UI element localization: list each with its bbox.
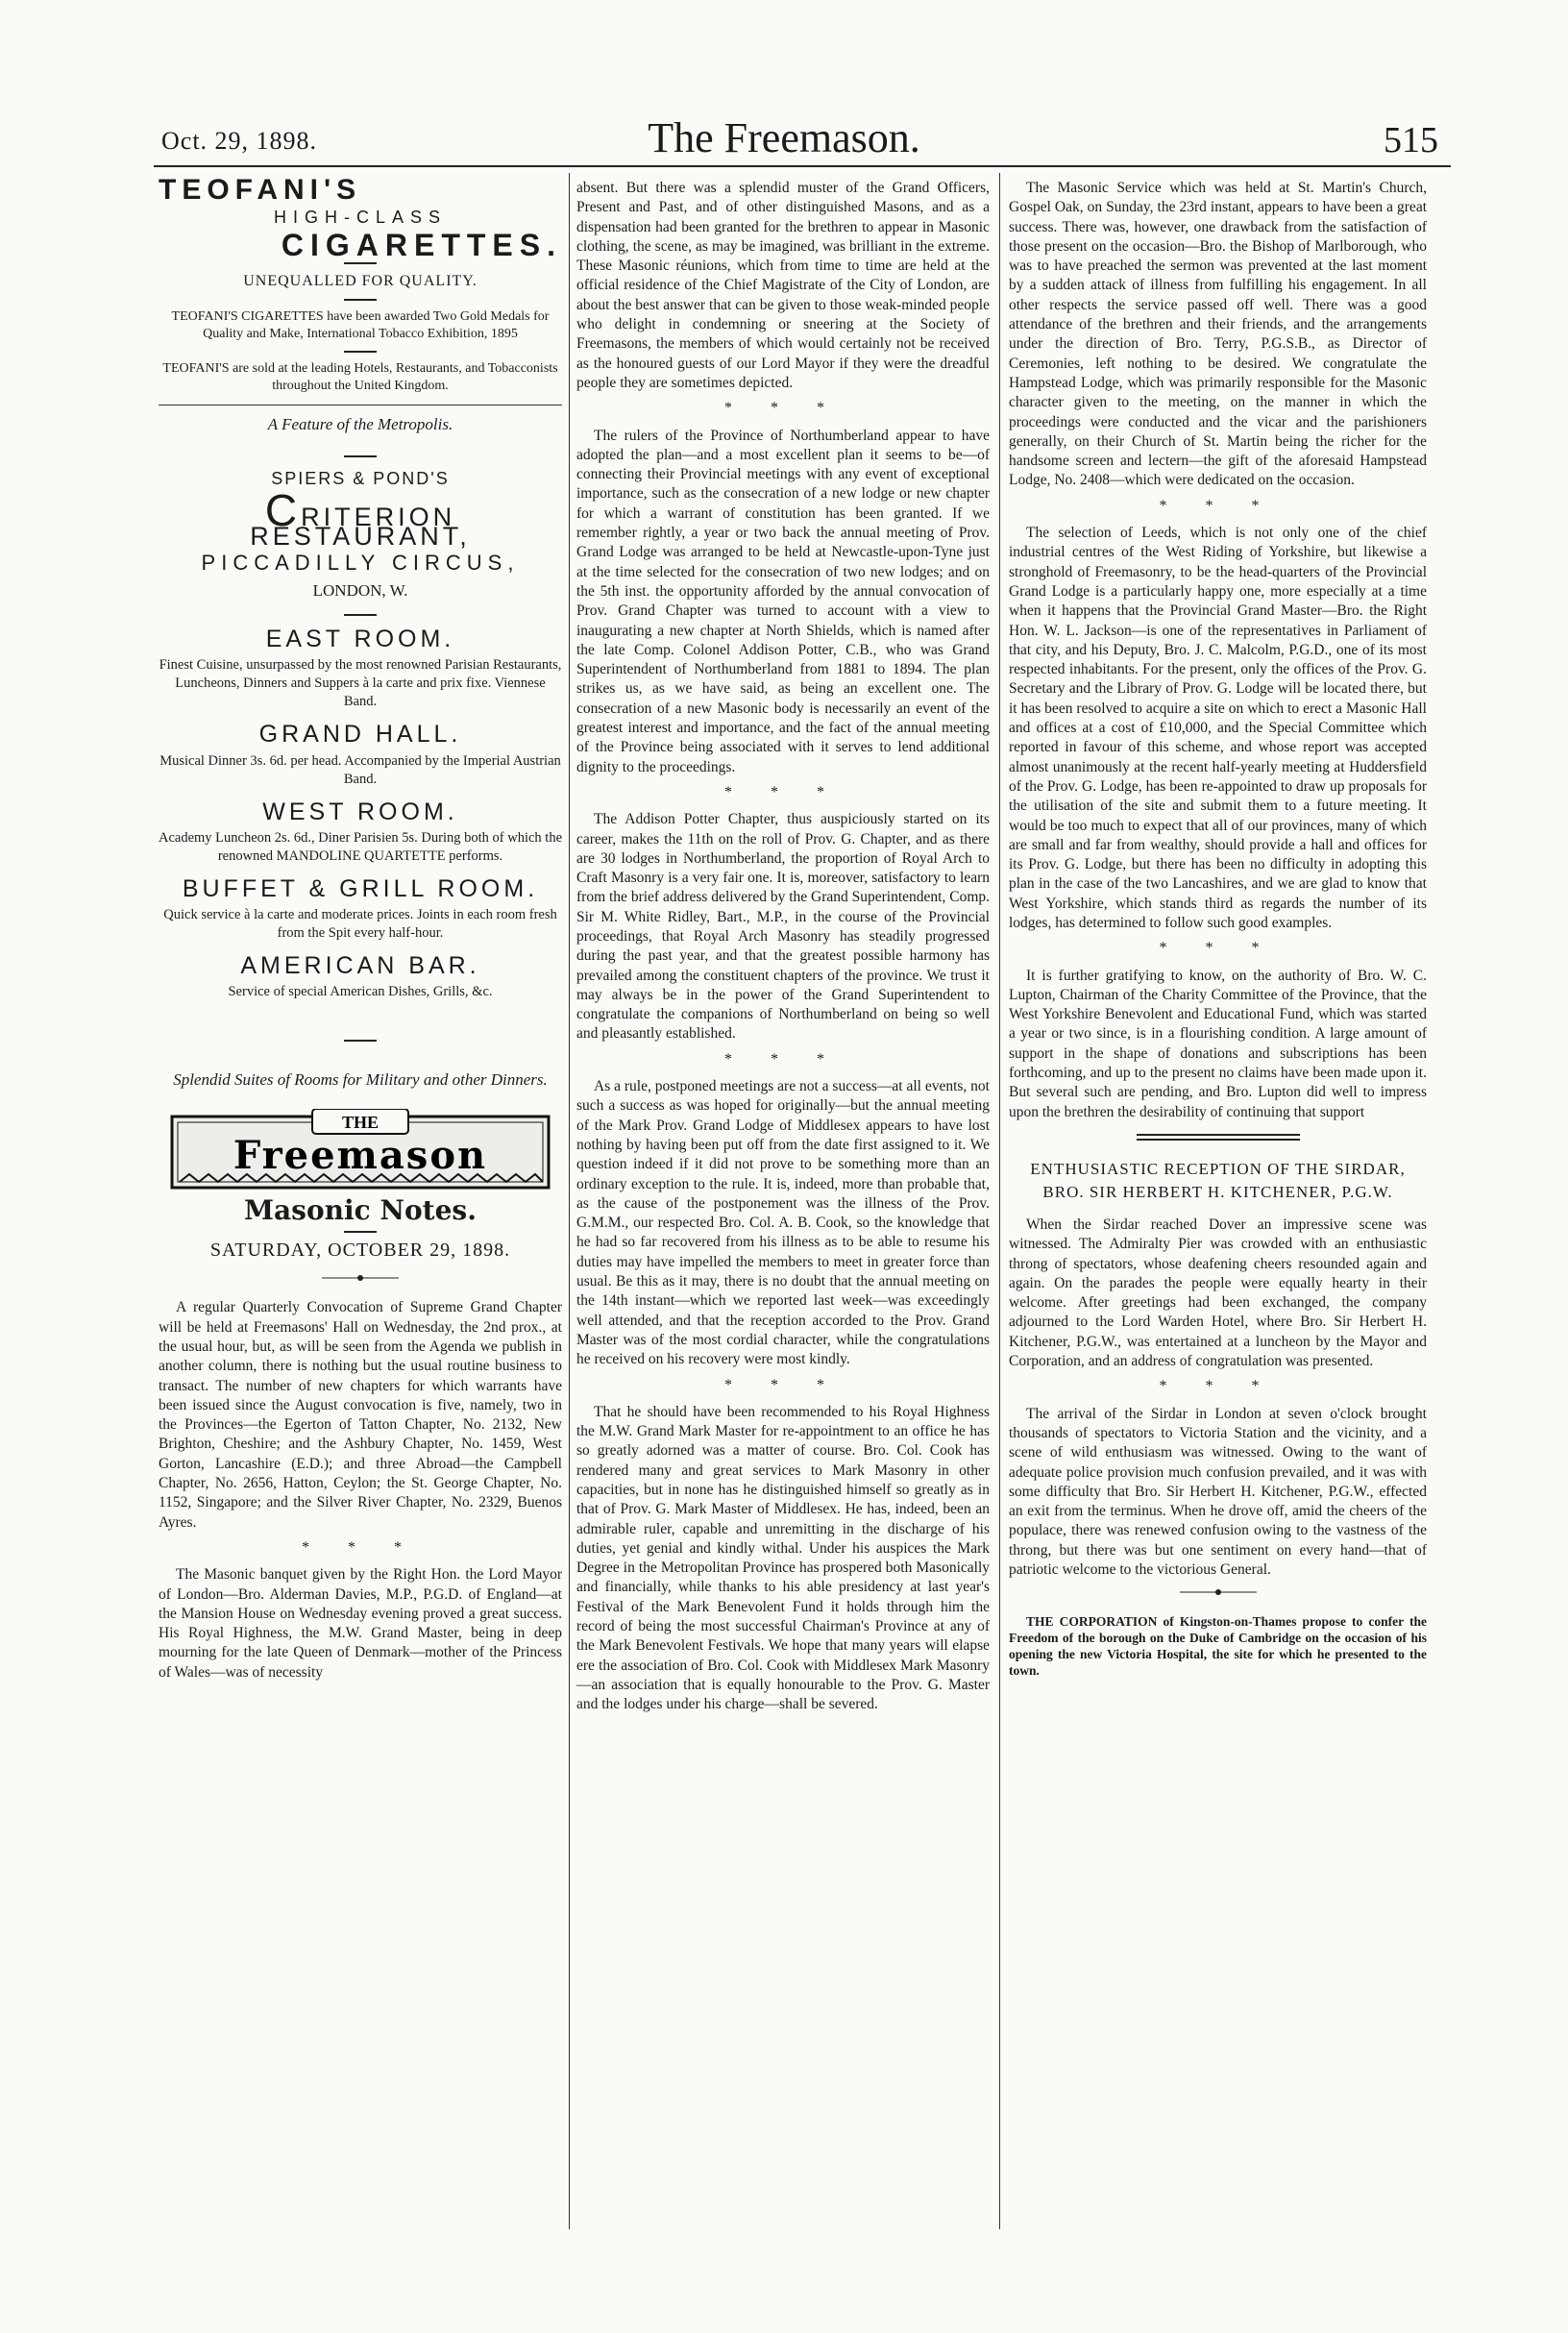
ornament-rule xyxy=(1180,1587,1257,1597)
page-number: 515 xyxy=(1384,120,1438,160)
banner-the: THE xyxy=(341,1113,380,1133)
criterion-name xyxy=(159,484,562,552)
section-date: SATURDAY, OCTOBER 29, 1898. xyxy=(209,1239,511,1261)
room-description: Service of special American Dishes, Grills, &c. xyxy=(228,984,493,1000)
ornament xyxy=(1009,1584,1427,1603)
room-title: WEST ROOM. xyxy=(262,798,458,825)
ornament xyxy=(159,1269,562,1289)
criterion-city: LONDON, W. xyxy=(312,580,408,600)
section-stars: * * * xyxy=(302,1538,419,1556)
section-stars: * * * xyxy=(724,1050,842,1068)
column-1 xyxy=(159,174,563,1686)
section-stars: * * * xyxy=(1159,497,1277,514)
article-paragraph: The rulers of the Province of Northumberland appear to have adopted the plan—and a most excellent plan it seems to be—of connecting their Provincial meetings with any event of exceptional importance, such as the consecration of a new lodge or new chapter for which a warrant of constitution has been granted. If we remember rightly, a year or two back the annual meeting of Prov. Grand Lodge was arranged to be held at Newcastle-upon-Tyne just at the time selected for the consecration of two new lodges; and on the 5th inst. the opportunity afforded by the annual convocation of Prov. Grand Chapter was turned to account with a view to inaugurating a new chapter at North Shields, which is named after the late Comp. Colonel Addison Potter, C.B., who was Grand Superintendent of Northumberland from 1881 to 1894. The plan strikes us, as we have said, as being an excellent one. The consecration of a new Masonic body is necessarily an event of the greatest interest and importance, and the fact of the annual meeting of the Province being associated with it serves to lend additional dignity to the proceedings. xyxy=(576,427,990,775)
section-stars: * * * xyxy=(724,1376,842,1393)
criterion-feature: A Feature of the Metropolis. xyxy=(267,415,453,434)
kingston-note: THE CORPORATION of Kingston-on-Thames propose to confer the Freedom of the borough on the Duke of Cambridge on the occasion of his opening the new Victoria Hospital, the site for which he presented to the town. xyxy=(1009,1613,1427,1678)
criterion-initial: C xyxy=(264,484,302,535)
section-stars: * * * xyxy=(724,783,842,800)
double-rule xyxy=(1137,1134,1300,1141)
issue-date: Oct. 29, 1898. xyxy=(161,127,318,155)
article-paragraph: It is further gratifying to know, on the authority of Bro. W. C. Lupton, Chairman of the Charity Committee of the Province, that the West Yorkshire Benevolent and Educational Fund, which was started a year or two since, is in a flourishing condition. A large amount of support in the shape of donations and subscriptions has been forthcoming, and up to the present no claims have been made upon it. But several such are pending, and Bro. Lupton did well to impress upon the brethren the desirability of continuing that support xyxy=(1009,967,1427,1120)
teofani-high-class: HIGH-CLASS xyxy=(273,208,448,228)
room-title: GRAND HALL. xyxy=(258,721,462,749)
divider xyxy=(344,262,377,264)
divider xyxy=(344,455,377,457)
section-title: Masonic Notes. xyxy=(244,1194,477,1227)
column-3 xyxy=(1009,179,1427,1682)
criterion-location: PICCADILLY CIRCUS, xyxy=(201,551,520,576)
teofani-brand: TEOFANI'S xyxy=(159,174,362,206)
section-stars: * * * xyxy=(1159,1378,1277,1395)
banner-freemason: Freemason xyxy=(233,1133,488,1179)
teofani-awards: TEOFANI'S CIGARETTES have been awarded Two Gold Medals for Quality and Make, International Tobacco Exhibition, 1895 xyxy=(171,309,550,342)
article-paragraph: That he should have been recommended to his Royal Highness the M.W. Grand Mark Master for re-appointment to an office he has so greatly adorned was a matter of course. Bro. Col. Cook has rendered many and great services to Mark Masonry in other capacities, but in none has he distinguished himself so greatly as in that of Prov. G. Mark Master of Middlesex. He has, indeed, been an admirable ruler, capable and unremitting in the discharge of his duties, yet genial and kindly withal. Under his auspices the Mark Degree in the Metropolitan Province has prospered both Masonically and financially, while thanks to his able presidency at last year's Festival of the Mark Benevolent Fund it holds through him the record of being the most successful Chairman's Province at any of the Mark Benevolent Festivals. We hope that many years will elapse ere the association of Bro. Col. Cook with Middlesex Mark Masonry—an association that is equally honourable to the Prov. G. Master and the lodges under his charge—shall be severed. xyxy=(576,1403,990,1713)
article-paragraph: The Masonic banquet given by the Right Hon. the Lord Mayor of London—Bro. Alderman Davies, M.P., P.G.D. of England—at the Mansion House on Wednesday evening proved a great success. His Royal Highness, the M.W. Grand Master, being in deep mourning for the late Queen of Denmark—mother of the Princess of Wales—was of necessity xyxy=(159,1566,562,1681)
section-stars: * * * xyxy=(1159,940,1277,957)
criterion-owners: SPIERS & POND'S xyxy=(271,469,450,489)
page-header xyxy=(0,0,1568,161)
article-paragraph: A regular Quarterly Convocation of Supreme Grand Chapter will be held at Freemasons' Hall on Wednesday, the 2nd prox., at the usual hour, but, as will be seen from the Agenda we publish in another column, there is nothing but the usual routine business to transact. The number of new chapters for which warrants have been issued since the August convocation is five, namely, two in the Provinces—the Egerton of Tatton Chapter, No. 2132, New Brighton, Cheshire; and the Ashbury Chapter, No. 1459, West Gorton, Lancashire (E.D.); and three Abroad—the Campbell Chapter, No. 2656, Hatton, Ceylon; the St. George Chapter, No. 1152, Singapore; and the Silver River Chapter, No. 2329, Buenos Ayres. xyxy=(159,1299,562,1531)
criterion-advert xyxy=(159,415,562,1092)
article-paragraph: As a rule, postponed meetings are not a success—at all events, not such a success as was hoped for originally—but the annual meeting of the Mark Prov. Grand Lodge of Middlesex appears to have lost nothing by having been put off from the date first assigned to it. We question indeed if it did not prove to be something more than an ordinary exception to the rule. It is, indeed, more than probable that, as the cause of the postponement was the illness of the Prov. G.M.M., our respected Bro. Col. A. B. Cook, so the knowledge that he had so far recovered from his illness as to be able to resume his duties may have impelled the members to meet in greater force than usual. Be this as it may, there is no doubt that the annual meeting on the 14th instant—which we reported last week—was exceedingly well attended, and that the reception accorded to the Prov. Grand Master was of the most cordial character, while the congratulations he received on his recovery were most kindly. xyxy=(576,1078,990,1368)
column-divider xyxy=(999,173,1000,2229)
divider xyxy=(344,299,377,301)
divider xyxy=(344,614,377,616)
article-paragraph: When the Sirdar reached Dover an impressive scene was witnessed. The Admiralty Pier was crowded with an enthusiastic throng of spectators, whose deafening cheers resounded again and again. On the parades the people were equally hearty in their welcome. After greetings had been exchanged, the company adjourned to the Lord Warden Hotel, where Bro. Sir Herbert H. Kitchener, P.G.W., was entertained at a luncheon by the Mayor and Corporation, and an address of congratulation was presented. xyxy=(1009,1216,1427,1370)
column-divider xyxy=(569,173,570,2229)
room-title: BUFFET & GRILL ROOM. xyxy=(182,874,539,902)
room-description: Finest Cuisine, unsurpassed by the most renowned Parisian Restaurants, Luncheons, Dinners and Suppers à la carte and prix fixe. Viennese Band. xyxy=(159,657,562,710)
criterion-name-rest: RITERION RESTAURANT, xyxy=(250,502,471,552)
divider xyxy=(344,1040,377,1042)
article-paragraph: The Addison Potter Chapter, thus auspiciously started on its career, makes the 11th on the roll of Prov. G. Chapter, and as there are 30 lodges in Northumberland, the proportion of Royal Arch to Craft Masonry is a very fair one. It is, moreover, satisfactory to learn from the brief address delivered by the Grand Superintendent, Comp. Sir M. White Ridley, Bart., M.P., in the course of the Provincial proceedings, that Royal Arch Masonry has steadily progressed during the past year, and that the greatest possible harmony has prevailed among the constituent chapters of the province. We trust it may always be in the power of the Grand Superintendent to congratulate the companions of Northumberland on being so well and pleasantly established. xyxy=(576,811,991,1043)
column-2 xyxy=(576,179,990,1719)
room-title: AMERICAN BAR. xyxy=(240,952,480,980)
room-description: Quick service à la carte and moderate prices. Joints in each room fresh from the Spit every half-hour. xyxy=(163,907,557,942)
article-paragraph: absent. But there was a splendid muster of the Grand Officers, Present and Past, and of other distinguished Masons, and as a dispensation had been granted for the brethren to appear in Masonic clothing, the scene, as may be imagined, was brilliant in the extreme. These Masonic réunions, which from time to time are held at the official residence of the Chief Magistrate of the City of London, are about the best answer that can be given to those weak-minded people who delight in condemning or sneering at the Society of Freemasons, the members of which would certainly not be received as the honoured guests of our Lord Mayor if they were the dreadful people they are sometimes depicted. xyxy=(576,180,990,391)
article-paragraph: The arrival of the Sirdar in London at seven o'clock brought thousands of spectators to Victoria Station and the vicinity, and a scene of wild enthusiasm was witnessed. Owing to the want of adequate police provision much confusion prevailed, and it was with some difficulty that Bro. Sir Herbert H. Kitchener, P.G.W., effected an exit from the terminus. When he drove off, amid the cheers of the populace, there was renewed confusion owing to the vastness of the throng, but there was but one sentiment on every hand—that of patriotic welcome to the victorious General. xyxy=(1009,1405,1427,1578)
room-title: EAST ROOM. xyxy=(265,625,455,652)
newspaper-title: The Freemason. xyxy=(648,114,920,161)
divider xyxy=(344,1231,377,1233)
article-paragraph: The Masonic Service which was held at St. Martin's Church, Gospel Oak, on Sunday, the 23rd instant, appears to have been a great success. There was, however, one drawback from the satisfaction of those present on the occasion—Bro. the Bishop of Marlborough, who was to have preached the sermon was prevented at the last moment by a sudden attack of illness from fulfilling his engagement. In all other respects the service passed off well. There was a good attendance of the brethren and their friends, and the arrangements under the direction of Bro. Terry, P.G.S.B., as Director of Ceremonies, left nothing to be desired. We congratulate the Hampstead Lodge, which was primarily responsible for the Masonic character given to the meeting, on the manner in which the proceedings were conducted and the vicar and the parishioners generally, on their Church of St. Martin being the richer for the handsome screen and lectern—the gift of the aforesaid Hampstead Lodge, No. 2408—which were dedicated on the occasion. xyxy=(1009,180,1427,489)
header-rule xyxy=(154,165,1451,167)
room-description: Musical Dinner 3s. 6d. per head. Accompanied by the Imperial Austrian Band. xyxy=(159,752,561,787)
teofani-advert xyxy=(159,174,562,395)
criterion-splendid: Splendid Suites of Rooms for Military and other Dinners. xyxy=(173,1070,548,1090)
divider xyxy=(344,351,377,353)
sirdar-heading: ENTHUSIASTIC RECEPTION OF THE SIRDAR, BRO. SIR HERBERT H. KITCHENER, P.G.W. xyxy=(1030,1159,1406,1201)
room-description: Academy Luncheon 2s. 6d., Diner Parisien 5s. During both of which the renowned MANDOLINE QUARTETTE performs. xyxy=(159,829,563,864)
ornament-rule xyxy=(322,1273,399,1283)
section-stars: * * * xyxy=(724,400,842,417)
article-paragraph: The selection of Leeds, which is not only one of the chief industrial centres of the West Riding of Yorkshire, but likewise a stronghold of Freemasonry, to be the head-quarters of the Provincial Grand Lodge is a particularly happy one, more especially at a time when it happens that the Provincial Grand Master—Bro. the Right Hon. W. L. Jackson—is one of the representatives in Parliament of that city, and his Deputy, Bro. J. C. Malcolm, P.G.D., one of its most respected inhabitants. For the present, only the offices of the Prov. G. Secretary and the Library of Prov. G. Lodge will be located there, but it has been resolved to acquire a site on which to erect a Masonic Hall and offices at a cost of £10,000, and the Special Committee which reported in favour of this scheme, and whose report was accepted almost unanimously at the recent half-yearly meeting at Huddersfield of the Prov. G. Lodge, has been re-appointed to draw up proposals for the utilisation of the site and submit them to a future meeting. It would be too much to expect that all of our provinces, many of which are small and far from wealthy, should provide a hall and offices for its Prov. G. Lodge, but there has been no difficulty in adopting this plan in the case of the two Lancashires, and we are glad to know that West Yorkshire, which stands third as regards the number of its lodges, has determined to follow such good examples. xyxy=(1009,525,1427,931)
freemason-banner xyxy=(168,1109,552,1195)
teofani-tagline: UNEQUALLED FOR QUALITY. xyxy=(243,272,478,289)
teofani-cigarettes: CIGARETTES. xyxy=(281,227,562,262)
teofani-sold: TEOFANI'S are sold at the leading Hotels, Restaurants, and Tobacconists throughout the United Kingdom. xyxy=(162,361,558,394)
